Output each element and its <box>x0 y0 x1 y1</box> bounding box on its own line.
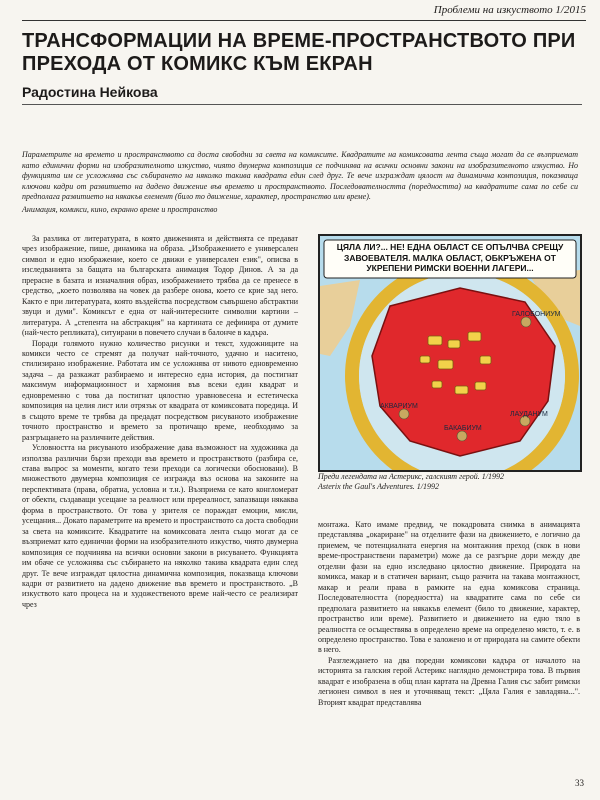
map-label: АКВАРИУМ <box>380 403 418 410</box>
paragraph: Поради голямото нужно количество рисунки и текст, художниците на комикси често се стремят да получат най-точното, удачно и наситено, стилизирано изображение. Работата им се усложнява от нивото едновременно задача – да разкажат разбираемо и интересно една история, да постигнат максимум информационност и хармония във всеки един квадрат и едновременно с това да постигнат цялостно уравновесена и естетическа композиция на целия лист или отрязък от квадрата от комиксовата поредица. И в същото време те трябва да предадат посредством рисуваното изображение точното пространство и времето за протичащо време, необходимо за разгръщането на различните действия. <box>22 338 298 442</box>
comic-map-illustration <box>320 236 580 470</box>
caption-line: Asterix the Gaul's Adventures. 1/1992 <box>318 482 440 491</box>
figure-caption <box>318 472 580 492</box>
caption-line: Преди легендата на Астерикс, галският герой. 1/1992 <box>318 472 504 481</box>
article-title: ТРАНСФОРМАЦИИ НА ВРЕМЕ-ПРОСТРАНСТВОТО ПРИ ПРЕХОДА ОТ КОМИКС КЪМ ЕКРАН <box>22 30 576 75</box>
map-label: ЛАУДАНУМ <box>510 411 548 418</box>
paragraph: монтажа. Като имаме предвид, че покадровата снимка в анимацията представлява „окариране" на отделните фази на движението, е логично да приемем, че потенциалната енергия на монтажния преход (скок в нови време-пространствени параметри) може да се разгърне дори между две отделни фази на едно изследвано цялостно движение. Природата на комикса, макар и в статичен вариант, също разчита на такава монтажност, макар и реали права в рамките на една комиксова страница. Последователността (поредността) на квадратите сама по себе си предполага развитието на някакъв елемент (било то движение, характер, пространство или време). Развитието и движението на едно тяло в реалността се осъществява в определено време на определено място, т. е. в определено пространство. Това е заложено и от природата на самите обекти в него. <box>318 520 580 655</box>
left-column <box>22 234 298 610</box>
title-divider <box>22 104 582 105</box>
header-divider <box>22 20 586 21</box>
abstract: Параметрите на времето и пространството са доста свободни за света на комиксите. Квадратите на комиксовата лента съща могат да се възприемат като единични форми на изобразителното изкуство, чиято двумерна композиция се подчинява на всички основни закони на изобразителното изкуство. Но функцията им се усложнява със събирането на няколко такива квадрата един след друг. Те вече изграждат цялост на динамична композиция, показваща ключови кадри от развитието на дадено движение във времето и пространството. Последователността (поредността) на квадратите сама по себе си предполага развитието на някакъв елемент (било то движение, характер, пространство или време). <box>22 150 578 201</box>
paragraph: Условността на рисуваното изображение дава възможност на художника да използва различни бързи преходи във времето и пространството (разбира се, става въпрос за моменти, когато тези преходи са логически обосновани). В множеството двумерна композиция се изгражда въз основа на законите на перспективата (права, обратна, условна и т.н.). Възприема се като конгломерат от обекти, създаващи усещане за реалност или пререалност, запазващи някаква форма в пространството. От това у зрителя се пораждат емоции, мисли, усещания... Докато параметрите на времето и пространството са доста свободни за света на комиксите. Квадратите на комиксовата лента също могат да се възприемат като единични форми на изобразителното изкуство, чиято двумерна композиция се подчинява на всички основни закони в рисуването. Функцията им обаче се усложнява със събирането на няколко такива квадрата един след друг. Те вече изграждат цялостна динамична композиция, показваща ключови кадри от развитието на дадено движение във времето и пространството. „В изкуството като процеса на и художественото време най-често се реализират чрез <box>22 443 298 609</box>
paragraph: Разглеждането на два поредни комиксови кадъра от началото на историята за галския герой Астерикс наглядно демонстрира това. В първия квадрат е изобразена в общ план картата на Древна Галия със забит римски легионен символ в нея и уточняващ текст: „Цяла Галия е завладяна...". Вторият квадрат представлява <box>318 655 580 707</box>
right-column <box>318 520 580 708</box>
paragraph: За разлика от литературата, в която движенията и действията се предават чрез изображение, пише, динамика на образа. „Изображението е универсален символ и едно изображение, което се движи е универсален език", описва в изследванията за бащата на българската анимация Тодор Динов. А за да прерасне в базата и изначалния образ, изображението трябва да се пренесе в средство, „което позволява на човек да разбере онова, което се крие зад него. Както е при литературата, която въздейства посредством съвършено абстрактни звуци и думи". Комиксът е една от най-интересните символни картини – литература. А „степента на абстракция" на картината се дефинира от думите (най-често репликата), ситуирани в повечето случаи в балонче в кадъра. <box>22 234 298 338</box>
running-head: Проблеми на изкуството 1/2015 <box>433 4 586 16</box>
page-number: 33 <box>575 778 584 788</box>
map-label: БАКАБИУМ <box>444 425 482 432</box>
map-label: ГАЛОБОНИУМ <box>512 311 561 318</box>
comic-figure <box>318 234 582 472</box>
author-name: Радостина Нейкова <box>22 84 158 100</box>
speech-bubble-text: ЦЯЛА ЛИ?... НЕ! ЕДНА ОБЛАСТ СЕ ОПЪЛЧВА СРЕЩУ ЗАВОЕВАТЕЛЯ. МАЛКА ОБЛАСТ, ОБКРЪЖЕНА ОТ УКРЕПЕНИ РИМСКИ ВОЕННИ ЛАГЕРИ... <box>336 242 564 273</box>
keywords: Анимация, комикси, кино, екранно време и пространство <box>22 205 218 214</box>
